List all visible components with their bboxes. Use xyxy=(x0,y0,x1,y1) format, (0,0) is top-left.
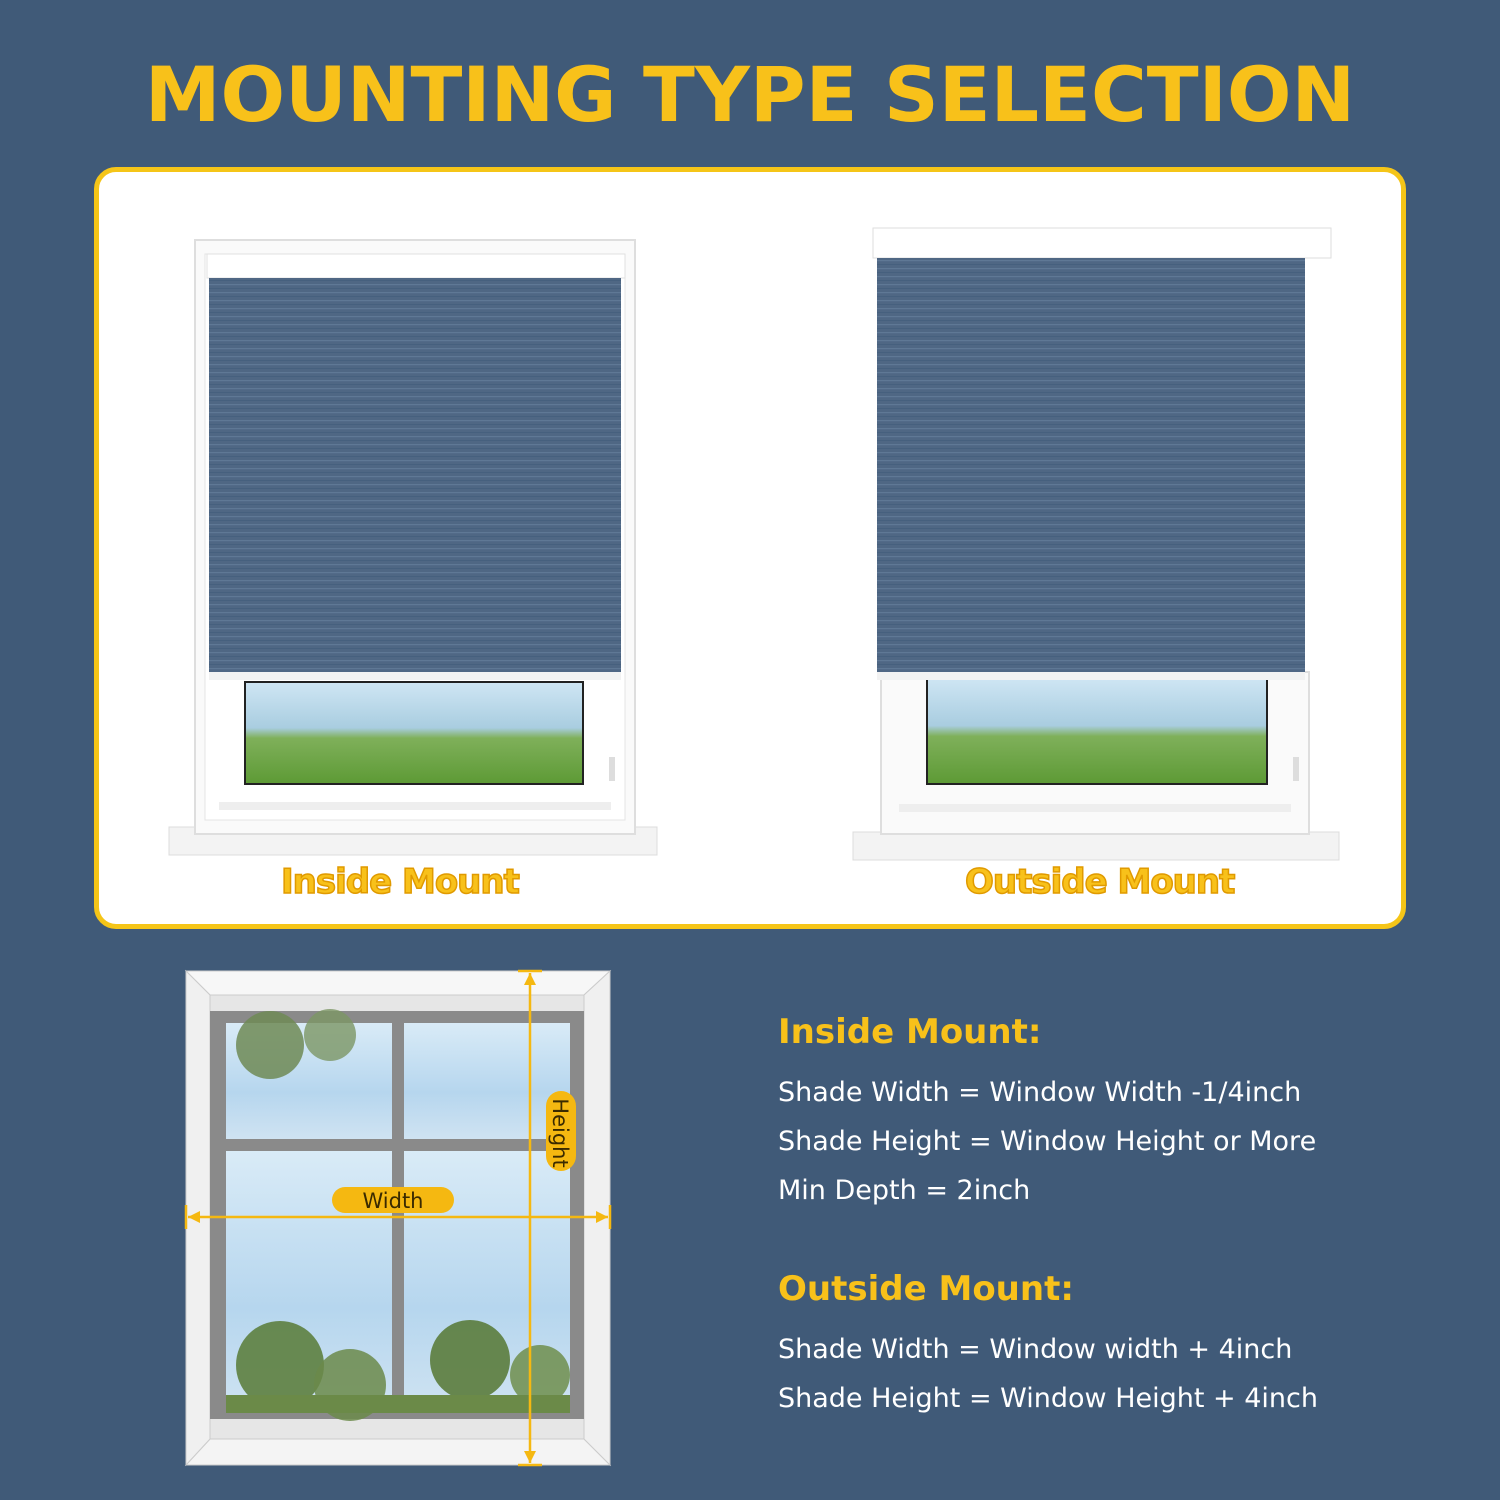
spec-line: Shade Height = Window Height + 4inch xyxy=(778,1383,1318,1414)
outside-mount-specs xyxy=(778,1267,1318,1423)
spec-line: Shade Height = Window Height or More xyxy=(778,1126,1317,1157)
spec-line: Shade Width = Window width + 4inch xyxy=(778,1334,1293,1365)
inside-mount-heading: Inside Mount: xyxy=(778,1012,1042,1052)
outside-mount-window xyxy=(853,228,1339,860)
inside-shade xyxy=(209,278,621,674)
outside-mount-heading: Outside Mount: xyxy=(778,1269,1074,1309)
spec-line: Shade Width = Window Width -1/4inch xyxy=(778,1077,1302,1108)
measurement-diagram xyxy=(180,965,620,1475)
width-label: Width xyxy=(362,1189,424,1213)
mount-illustrations xyxy=(99,172,1401,924)
height-label: Height xyxy=(548,1098,572,1168)
spec-line: Min Depth = 2inch xyxy=(778,1175,1031,1206)
inside-mount-window xyxy=(169,240,657,855)
mount-specs xyxy=(778,1010,1318,1423)
inside-mount-caption: Inside Mount xyxy=(281,862,519,902)
mount-comparison-panel xyxy=(94,167,1406,929)
inside-mount-specs xyxy=(778,1010,1318,1215)
outside-mount-caption: Outside Mount xyxy=(965,862,1235,902)
page-title: MOUNTING TYPE SELECTION xyxy=(144,50,1356,139)
outside-shade xyxy=(877,258,1305,674)
